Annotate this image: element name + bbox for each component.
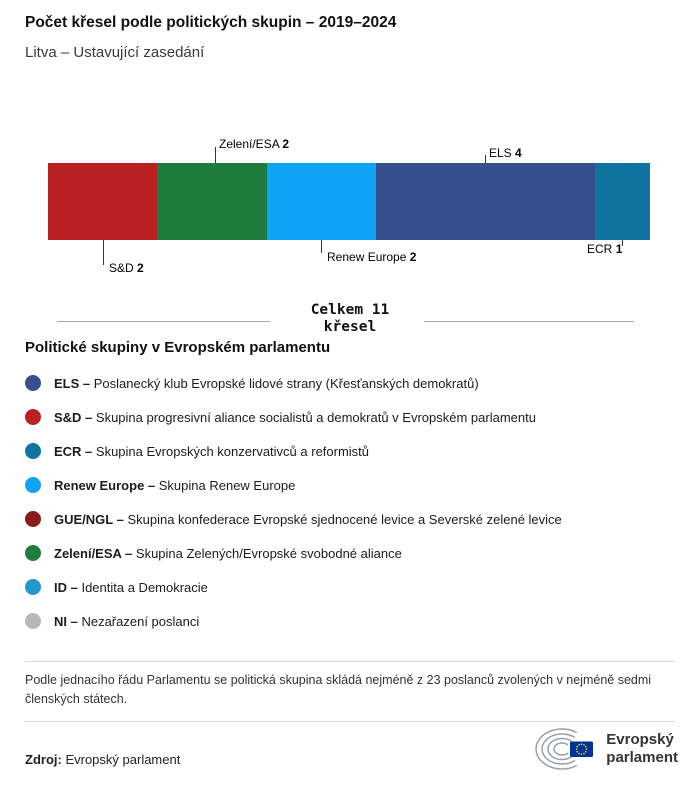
group-desc: Skupina Renew Europe bbox=[155, 477, 296, 493]
callout-line-els bbox=[485, 155, 486, 163]
group-color-dot bbox=[25, 443, 41, 459]
callout-line-renew-europe bbox=[321, 240, 322, 253]
legend-item bbox=[25, 366, 680, 400]
group-color-dot bbox=[25, 409, 41, 425]
bar-label-zeleni-esa: Zelení/ESA 2 bbox=[219, 137, 290, 151]
group-abbr: ECR – bbox=[54, 443, 93, 459]
source-line bbox=[25, 752, 180, 767]
group-abbr: ID – bbox=[54, 579, 78, 595]
group-color-dot bbox=[25, 375, 41, 391]
legend-item bbox=[25, 434, 680, 468]
legend-item bbox=[25, 604, 680, 638]
group-color-dot bbox=[25, 511, 41, 527]
ep-hemicycle-icon bbox=[534, 726, 598, 772]
callout-line-sd bbox=[103, 240, 104, 265]
group-abbr: ELS – bbox=[54, 375, 91, 391]
group-abbr: GUE/NGL – bbox=[54, 511, 124, 527]
group-desc: Skupina Evropských konzervativců a reformistů bbox=[92, 443, 370, 459]
legend-item bbox=[25, 468, 680, 502]
group-color-dot bbox=[25, 477, 41, 493]
total-seats-line2: křesel bbox=[323, 319, 377, 336]
group-desc: Skupina Zelených/Evropské svobodné aliance bbox=[132, 545, 402, 561]
group-abbr: Renew Europe – bbox=[54, 477, 156, 493]
bar-label-ecr: ECR 1 bbox=[587, 242, 623, 256]
bar-label-sd: S&D 2 bbox=[109, 261, 144, 275]
group-desc: Poslanecký klub Evropské lidové strany (Křesťanských demokratů) bbox=[90, 375, 479, 391]
group-color-dot bbox=[25, 613, 41, 629]
legend-list bbox=[25, 366, 680, 638]
ep-logo-line1: Evropský bbox=[606, 731, 674, 748]
legend-item bbox=[25, 570, 680, 604]
source-value: Evropský parlament bbox=[65, 752, 181, 767]
ep-logo-line2: parlament bbox=[606, 749, 678, 766]
group-color-dot bbox=[25, 545, 41, 561]
bar-segment-sd bbox=[48, 163, 157, 240]
group-abbr: S&D – bbox=[54, 409, 93, 425]
page-subtitle: Litva – Ustavující zasedání bbox=[25, 44, 205, 61]
group-abbr: Zelení/ESA – bbox=[54, 545, 133, 561]
ep-logo-text bbox=[606, 731, 678, 767]
bar-label-els: ELS 4 bbox=[489, 146, 522, 160]
group-abbr: NI – bbox=[54, 613, 78, 629]
bar-segment-zeleni-esa bbox=[157, 163, 266, 240]
callout-line-zeleni-esa bbox=[215, 147, 216, 163]
bar-segment-ecr bbox=[595, 163, 650, 240]
group-desc: Identita a Demokracie bbox=[77, 579, 208, 595]
summary-divider-right bbox=[424, 321, 634, 322]
group-color-dot bbox=[25, 579, 41, 595]
footnote-text: Podle jednacího řádu Parlamentu se politická skupina skládá nejméně z 23 poslanců zvolených v nejméně sedmi členských státech. bbox=[25, 673, 652, 707]
stacked-bar-chart bbox=[48, 163, 650, 240]
group-desc: Nezařazení poslanci bbox=[77, 613, 200, 629]
summary-divider-left bbox=[57, 321, 270, 322]
ep-logo bbox=[534, 726, 678, 772]
group-desc: Skupina progresivní aliance socialistů a demokratů v Evropském parlamentu bbox=[92, 409, 536, 425]
bar-label-renew-europe: Renew Europe 2 bbox=[327, 250, 417, 264]
source-label: Zdroj: bbox=[25, 752, 62, 767]
legend-item bbox=[25, 502, 680, 536]
total-seats-label bbox=[0, 302, 700, 336]
group-desc: Skupina konfederace Evropské sjednocené levice a Severské zelené levice bbox=[123, 511, 562, 527]
bar-segment-renew-europe bbox=[267, 163, 376, 240]
legend-item bbox=[25, 536, 680, 570]
legend-item bbox=[25, 400, 680, 434]
footnote-divider-top bbox=[25, 661, 675, 662]
total-seats-line1: Celkem 11 bbox=[310, 302, 390, 318]
bar-segment-els bbox=[376, 163, 595, 240]
page-title: Počet křesel podle politických skupin – 2019–2024 bbox=[25, 14, 397, 31]
legend-heading: Politické skupiny v Evropském parlamentu bbox=[25, 339, 331, 356]
footnote-divider-bottom bbox=[25, 721, 675, 722]
